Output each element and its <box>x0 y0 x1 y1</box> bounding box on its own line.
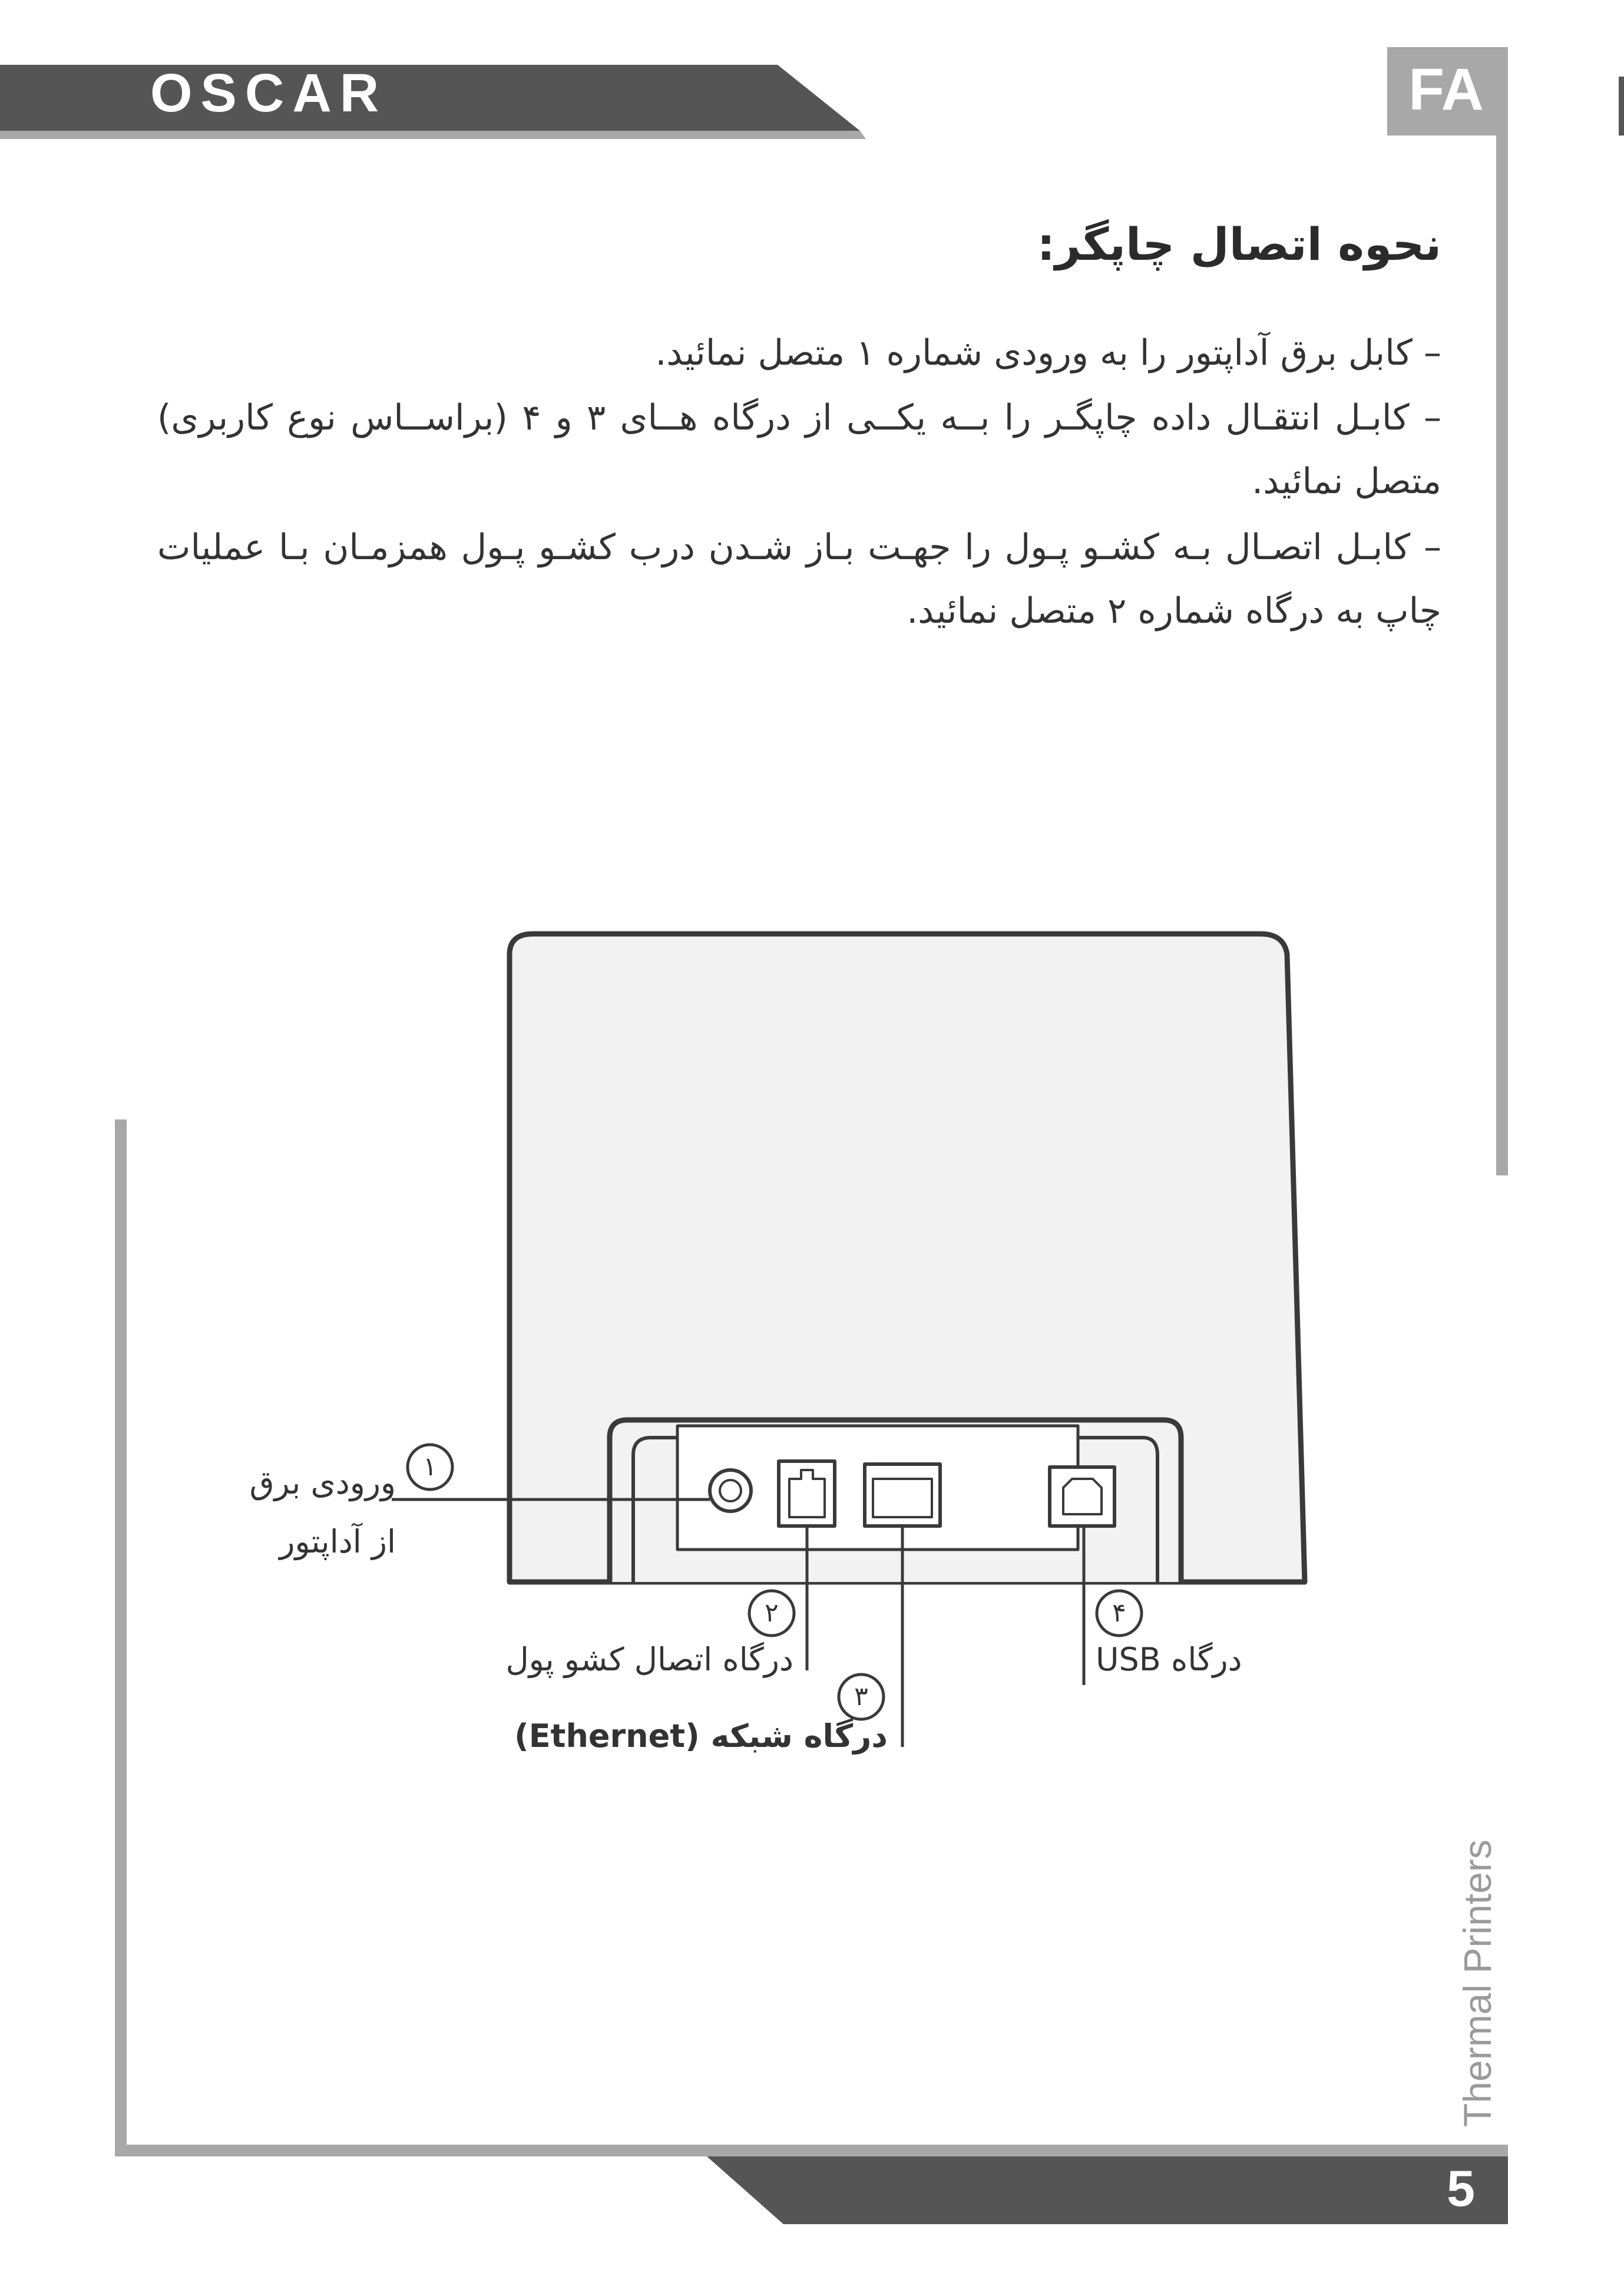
callout-label-1-line1: ورودی برق <box>249 1464 396 1501</box>
section-heading: نحوه اتصال چاپگر: <box>1037 218 1441 270</box>
callout-number-3: ۳ <box>854 1682 868 1712</box>
callout-label-4: درگاه USB <box>1096 1641 1242 1678</box>
callout-number-2: ۲ <box>765 1598 779 1628</box>
callout-label-3: درگاه شبکه (Ethernet) <box>514 1717 888 1755</box>
callout-number-1: ۱ <box>423 1452 437 1482</box>
callout-label-1-line2: از آداپتور <box>279 1523 396 1560</box>
instruction-1: – کابل برق آداپتور را به ورودی شماره ۱ متصل نمائید. <box>655 332 1441 374</box>
instruction-2: – کابـل انتقـال داده چاپگـر را بــه یکــی از درگاه هــای ۳ و ۴ (براســاس نوع کاربری) متصل نمائید. <box>157 397 1442 502</box>
side-label: Thermal Printers <box>1456 1839 1499 2127</box>
language-badge: FA <box>1408 57 1484 123</box>
instruction-3: – کابـل اتصـال بـه کشـو پـول را جهـت بـاز شـدن درب کشـو پـول همزمـان بـا عملیات چاپ به درگاه شماره ۲ متصل نمائید. <box>157 527 1441 632</box>
usb-port-icon <box>1050 1467 1114 1526</box>
page-number: 5 <box>1447 2161 1475 2217</box>
callout-label-2: درگاه اتصال کشو پول <box>505 1641 793 1678</box>
callout-number-4: ۴ <box>1112 1598 1126 1628</box>
brand-logo: OSCAR <box>150 63 388 123</box>
